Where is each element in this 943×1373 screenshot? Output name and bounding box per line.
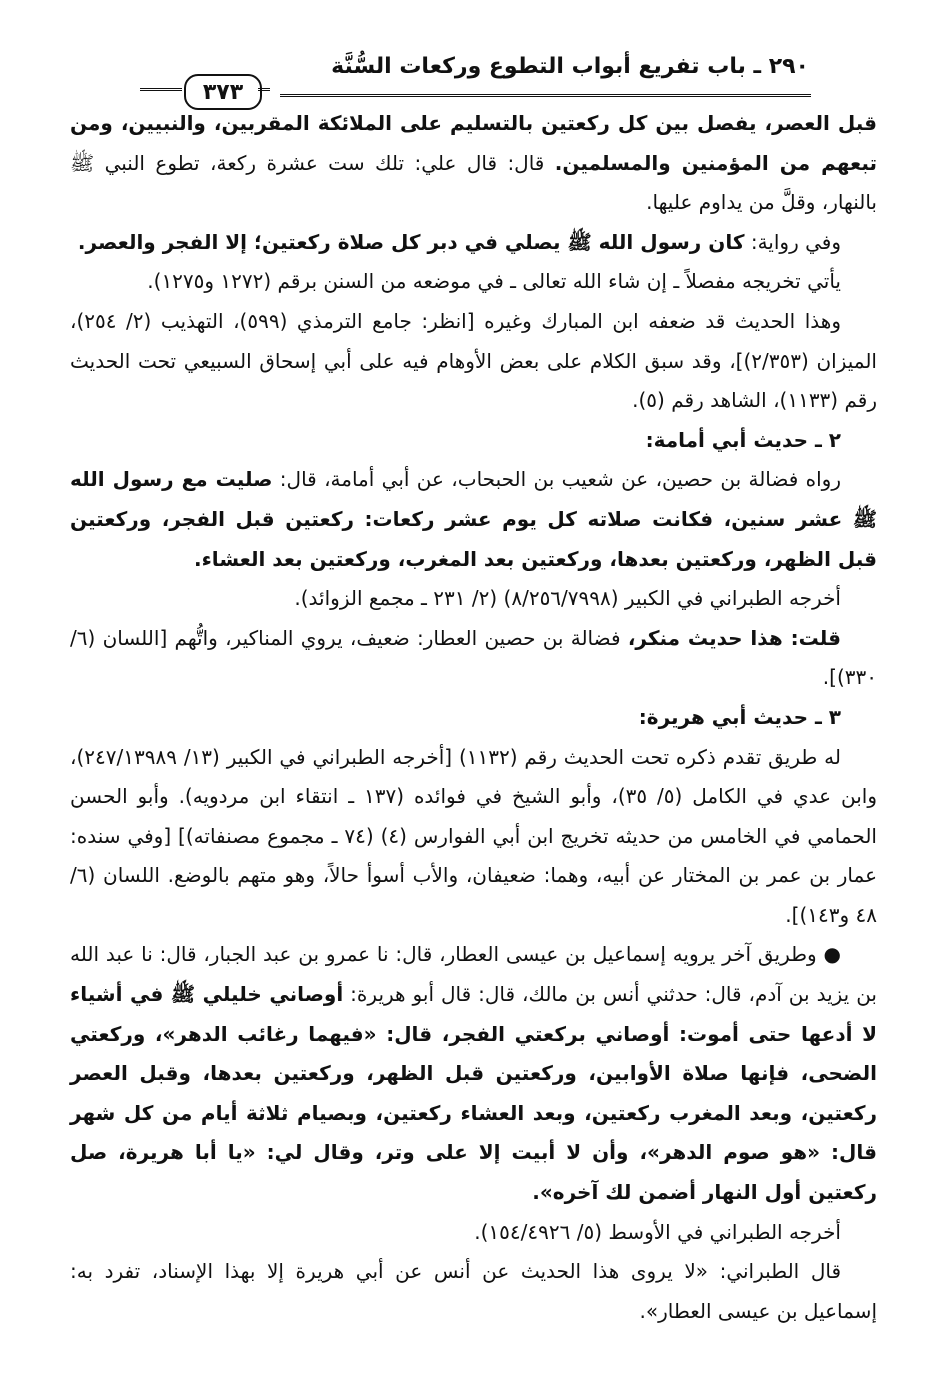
judgement-text: قلت: هذا حديث منكر، bbox=[627, 625, 841, 650]
section-heading-abu-hurayra: ٣ ـ حديث أبي هريرة: bbox=[638, 704, 841, 729]
paragraph-tariq-1: له طريق تقدم ذكره تحت الحديث رقم (١١٣٢) [أخرجه الطبراني في الكبير (١٣/ ٢٤٧/١٣٩٨٩)، وابن عدي في الكامل (٥/ ٣٥)، وأبو الشيخ في فوائده (١٣٧ ـ انتقاء ابن مردويه). وأبو الحسن الحمامي في الخامس من حديثه تخريج ابن أبي الفوارس (٤) (٧٤ ـ مجموع مصنفاته)] [وفي سنده: عمار بن عمر بن المختار عن أبيه، وهما: ضعيفان، والأب أسوأ حالاً، وهو متهم بالوضع. اللسان (٦/ ٤٨ و١٤٣)]. bbox=[70, 744, 877, 927]
paragraph-riwaya bbox=[70, 223, 877, 263]
hadith-text: كان رسول الله ﷺ يصلي في دبر كل صلاة ركعتين؛ إلا الفجر والعصر. bbox=[77, 229, 745, 254]
isnad-text: رواه فضالة بن حصين، عن شعيب بن الحبحاب، عن أبي أمامة، قال: bbox=[272, 467, 841, 492]
paragraph-tadif: وهذا الحديث قد ضعفه ابن المبارك وغيره [انظر: جامع الترمذي (٥٩٩)، التهذيب (٢/ ٢٥٤)، الميزان (٢/٣٥٣)]، وقد سبق الكلام على بعض الأوهام فيه على أبي إسحاق السبيعي تحت الحديث رقم (١١٣٣)، الشاهد رقم (٥). bbox=[70, 308, 877, 413]
commentary-text: فضالة بن حصين العطار: ضعيف، يروي المناكير، واتُّهم [اللسان (٦/ ٣٣٠)]. bbox=[70, 625, 877, 690]
running-title: ٢٩٠ ـ باب تفريع أبواب التطوع وركعات السُّنَّة bbox=[331, 54, 809, 79]
hadith-text: أوصاني خليلي ﷺ في أشياء لا أدعها حتى أموت: أوصاني بركعتي الفجر، قال: «فيهما رغائب الدهر»، وركعتي الضحى، فإنها صلاة الأوابين، وركعتين قبل الظهر، وركعتين بعدها، وقبل العصر ركعتين، وبعد المغرب ركعتين، وبعد العشاء ركعتين، وبصيام ثلاثة أيام من كل شهر قال: «هو صوم الدهر»، وأن لا أبيت إلا على وتر، وقال لي: «يا أبا هريرة، صل ركعتين أول النهار أضمن لك آخره». bbox=[70, 982, 877, 1205]
page-header bbox=[70, 0, 877, 104]
page-number: ٣٧٣ bbox=[184, 74, 262, 110]
paragraph-tabarani-kabir: أخرجه الطبراني في الكبير (٨/٢٥٦/٧٩٩٨) (٢/ ٢٣١ ـ مجمع الزوائد). bbox=[294, 586, 841, 611]
commentary-text: قال: قال علي: تلك ست عشرة ركعة، تطوع النبي ﷺ بالنهار، وقلَّ من يداوم عليها. bbox=[70, 150, 877, 215]
intro-text: وفي رواية: bbox=[744, 229, 841, 254]
paragraph-tabarani-quote: قال الطبراني: «لا يروى هذا الحديث عن أنس عن أبي هريرة إلا بهذا الإسناد، تفرد به: إسماعيل بن عيسى العطار». bbox=[70, 1259, 877, 1323]
isnad-text: ● وطريق آخر يرويه إسماعيل بن عيسى العطار، قال: نا عمرو بن عبد الجبار، قال: نا عبد الله بن يزيد بن آدم، قال: حدثني أنس بن مالك، قال: قال أبو هريرة: bbox=[70, 942, 877, 1007]
page-body bbox=[70, 104, 877, 1331]
header-rule bbox=[280, 94, 811, 97]
paragraph-1 bbox=[70, 104, 877, 223]
paragraph-abu-umama bbox=[70, 460, 877, 579]
section-heading-abu-umama: ٢ ـ حديث أبي أمامة: bbox=[645, 427, 841, 452]
paragraph-tariq-2 bbox=[70, 935, 877, 1212]
ornament-line-left bbox=[140, 88, 182, 95]
paragraph-tabarani-awsat: أخرجه الطبراني في الأوسط (٥/ ١٥٤/٤٩٢٦). bbox=[474, 1219, 841, 1244]
page-number-ornament bbox=[140, 70, 270, 110]
paragraph-takhrij: يأتي تخريجه مفصلاً ـ إن شاء الله تعالى ـ في موضعه من السنن برقم (١٢٧٢ و١٢٧٥). bbox=[147, 269, 841, 294]
paragraph-qultu bbox=[70, 619, 877, 698]
ornament-line-right bbox=[258, 88, 270, 95]
hadith-text: صليت مع رسول الله ﷺ عشر سنين، فكانت صلاته كل يوم عشر ركعات: ركعتين قبل الفجر، وركعتين قبل الظهر، وركعتين بعدها، وركعتين بعد المغرب، وركعتين بعد العشاء. bbox=[70, 467, 877, 571]
hadith-text: قبل العصر، يفصل بين كل ركعتين بالتسليم على الملائكة المقربين، والنبيين، ومن تبعهم من المؤمنين والمسلمين. bbox=[70, 111, 878, 175]
